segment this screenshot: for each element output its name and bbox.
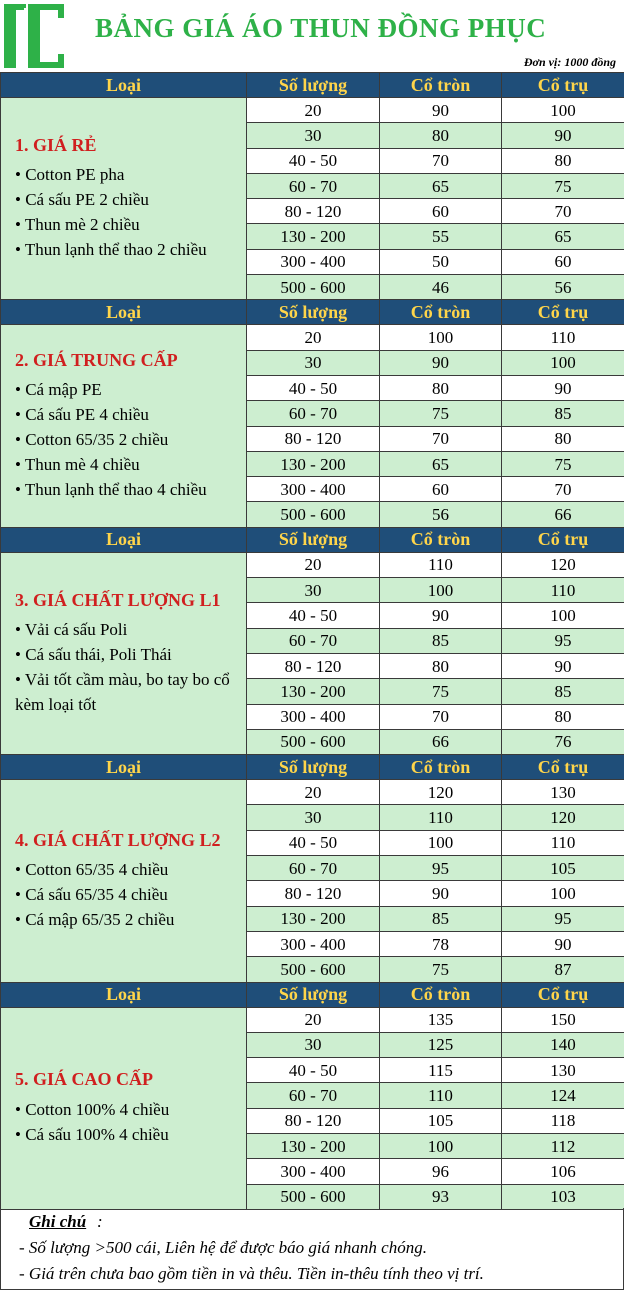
category-item: • Cá sấu thái, Poli Thái xyxy=(15,645,172,665)
collar-price-cell: 56 xyxy=(502,275,624,300)
group-header-row xyxy=(1,982,624,1007)
collar-price-cell: 150 xyxy=(502,1007,624,1032)
round-neck-price-cell: 90 xyxy=(380,98,502,123)
round-neck-price-cell: 96 xyxy=(380,1159,502,1184)
col-header-collar: Cổ trụ xyxy=(502,527,624,552)
quantity-cell: 300 - 400 xyxy=(247,1159,380,1184)
collar-price-cell: 100 xyxy=(502,98,624,123)
collar-price-cell: 100 xyxy=(502,881,624,906)
round-neck-price-cell: 90 xyxy=(380,881,502,906)
category-item: • Cotton 100% 4 chiều xyxy=(15,1099,170,1119)
round-neck-price-cell: 80 xyxy=(380,375,502,400)
round-neck-price-cell: 60 xyxy=(380,477,502,502)
quantity-cell: 300 - 400 xyxy=(247,704,380,729)
round-neck-price-cell: 80 xyxy=(380,653,502,678)
quantity-cell: 130 - 200 xyxy=(247,224,380,249)
round-neck-price-cell: 90 xyxy=(380,350,502,375)
collar-price-cell: 80 xyxy=(502,426,624,451)
quantity-cell: 130 - 200 xyxy=(247,679,380,704)
round-neck-price-cell: 100 xyxy=(380,830,502,855)
category-title: 5. GIÁ CAO CẤP xyxy=(15,1069,153,1090)
collar-price-cell: 85 xyxy=(502,401,624,426)
table-row xyxy=(1,325,624,350)
collar-price-cell: 76 xyxy=(502,729,624,754)
collar-price-cell: 124 xyxy=(502,1083,624,1108)
round-neck-price-cell: 75 xyxy=(380,679,502,704)
collar-price-cell: 100 xyxy=(502,350,624,375)
collar-price-cell: 100 xyxy=(502,603,624,628)
col-header-quantity: Số lượng xyxy=(247,527,380,552)
col-header-quantity: Số lượng xyxy=(247,755,380,780)
round-neck-price-cell: 85 xyxy=(380,906,502,931)
collar-price-cell: 80 xyxy=(502,148,624,173)
collar-price-cell: 120 xyxy=(502,805,624,830)
round-neck-price-cell: 115 xyxy=(380,1058,502,1083)
category-cell xyxy=(1,552,247,754)
quantity-cell: 80 - 120 xyxy=(247,881,380,906)
category-item: • Vải tốt cầm màu, bo tay bo cổ kèm loại tốt xyxy=(15,670,230,715)
collar-price-cell: 95 xyxy=(502,906,624,931)
category-title: 1. GIÁ RẺ xyxy=(15,134,97,155)
note-line-1: - Số lượng >500 cái, Liên hệ để được báo giá nhanh chóng. xyxy=(19,1238,427,1257)
round-neck-price-cell: 70 xyxy=(380,426,502,451)
table-row xyxy=(1,98,624,123)
notes-box xyxy=(0,1208,624,1290)
collar-price-cell: 130 xyxy=(502,1058,624,1083)
collar-price-cell: 66 xyxy=(502,502,624,527)
collar-price-cell: 75 xyxy=(502,451,624,476)
quantity-cell: 30 xyxy=(247,578,380,603)
quantity-cell: 80 - 120 xyxy=(247,1108,380,1133)
col-header-quantity: Số lượng xyxy=(247,982,380,1007)
quantity-cell: 40 - 50 xyxy=(247,1058,380,1083)
round-neck-price-cell: 125 xyxy=(380,1032,502,1057)
collar-price-cell: 80 xyxy=(502,704,624,729)
category-item: • Thun lạnh thể thao 4 chiều xyxy=(15,480,207,500)
round-neck-price-cell: 50 xyxy=(380,249,502,274)
round-neck-price-cell: 100 xyxy=(380,1133,502,1158)
quantity-cell: 20 xyxy=(247,552,380,577)
quantity-cell: 500 - 600 xyxy=(247,502,380,527)
collar-price-cell: 85 xyxy=(502,679,624,704)
quantity-cell: 60 - 70 xyxy=(247,628,380,653)
collar-price-cell: 95 xyxy=(502,628,624,653)
collar-price-cell: 70 xyxy=(502,477,624,502)
round-neck-price-cell: 120 xyxy=(380,780,502,805)
collar-price-cell: 75 xyxy=(502,173,624,198)
category-item: • Cá sấu PE 4 chiều xyxy=(15,405,149,425)
col-header-quantity: Số lượng xyxy=(247,73,380,98)
quantity-cell: 30 xyxy=(247,123,380,148)
round-neck-price-cell: 135 xyxy=(380,1007,502,1032)
col-header-type: Loại xyxy=(1,527,247,552)
quantity-cell: 60 - 70 xyxy=(247,856,380,881)
collar-price-cell: 105 xyxy=(502,856,624,881)
quantity-cell: 500 - 600 xyxy=(247,957,380,982)
quantity-cell: 300 - 400 xyxy=(247,249,380,274)
category-title: 4. GIÁ CHẤT LƯỢNG L2 xyxy=(15,829,221,850)
collar-price-cell: 90 xyxy=(502,123,624,148)
table-row xyxy=(1,780,624,805)
collar-price-cell: 103 xyxy=(502,1184,624,1209)
round-neck-price-cell: 85 xyxy=(380,628,502,653)
col-header-type: Loại xyxy=(1,300,247,325)
category-item: • Cotton 65/35 2 chiều xyxy=(15,430,169,450)
quantity-cell: 300 - 400 xyxy=(247,477,380,502)
round-neck-price-cell: 60 xyxy=(380,199,502,224)
col-header-type: Loại xyxy=(1,73,247,98)
collar-price-cell: 90 xyxy=(502,375,624,400)
round-neck-price-cell: 100 xyxy=(380,325,502,350)
round-neck-price-cell: 100 xyxy=(380,578,502,603)
round-neck-price-cell: 65 xyxy=(380,173,502,198)
collar-price-cell: 65 xyxy=(502,224,624,249)
category-cell xyxy=(1,325,247,527)
collar-price-cell: 130 xyxy=(502,780,624,805)
notes-title: Ghi chú xyxy=(29,1212,87,1231)
quantity-cell: 40 - 50 xyxy=(247,148,380,173)
note-line-2: - Giá trên chưa bao gồm tiền in và thêu. Tiền in-thêu tính theo vị trí. xyxy=(19,1264,484,1283)
quantity-cell: 130 - 200 xyxy=(247,451,380,476)
col-header-round-neck: Cổ tròn xyxy=(380,755,502,780)
quantity-cell: 20 xyxy=(247,780,380,805)
round-neck-price-cell: 110 xyxy=(380,552,502,577)
col-header-collar: Cổ trụ xyxy=(502,300,624,325)
collar-price-cell: 140 xyxy=(502,1032,624,1057)
col-header-round-neck: Cổ tròn xyxy=(380,982,502,1007)
round-neck-price-cell: 110 xyxy=(380,805,502,830)
quantity-cell: 20 xyxy=(247,1007,380,1032)
col-header-collar: Cổ trụ xyxy=(502,982,624,1007)
round-neck-price-cell: 70 xyxy=(380,704,502,729)
price-table xyxy=(0,72,624,1210)
round-neck-price-cell: 105 xyxy=(380,1108,502,1133)
collar-price-cell: 118 xyxy=(502,1108,624,1133)
category-item: • Cá mập PE xyxy=(15,380,102,400)
quantity-cell: 30 xyxy=(247,805,380,830)
group-header-row xyxy=(1,755,624,780)
col-header-round-neck: Cổ tròn xyxy=(380,300,502,325)
quantity-cell: 130 - 200 xyxy=(247,906,380,931)
category-item: • Cotton PE pha xyxy=(15,165,125,185)
quantity-cell: 20 xyxy=(247,325,380,350)
category-item: • Thun mè 4 chiều xyxy=(15,455,140,475)
quantity-cell: 40 - 50 xyxy=(247,830,380,855)
quantity-cell: 30 xyxy=(247,350,380,375)
table-row xyxy=(1,552,624,577)
quantity-cell: 60 - 70 xyxy=(247,401,380,426)
category-cell xyxy=(1,1007,247,1209)
tt-logo-icon xyxy=(2,2,68,70)
round-neck-price-cell: 70 xyxy=(380,148,502,173)
col-header-collar: Cổ trụ xyxy=(502,755,624,780)
collar-price-cell: 110 xyxy=(502,578,624,603)
quantity-cell: 500 - 600 xyxy=(247,1184,380,1209)
category-item: • Vải cá sấu Poli xyxy=(15,620,128,640)
quantity-cell: 30 xyxy=(247,1032,380,1057)
collar-price-cell: 60 xyxy=(502,249,624,274)
quantity-cell: 80 - 120 xyxy=(247,653,380,678)
quantity-cell: 60 - 70 xyxy=(247,173,380,198)
collar-price-cell: 106 xyxy=(502,1159,624,1184)
round-neck-price-cell: 56 xyxy=(380,502,502,527)
collar-price-cell: 112 xyxy=(502,1133,624,1158)
group-header-row xyxy=(1,527,624,552)
col-header-round-neck: Cổ tròn xyxy=(380,73,502,98)
round-neck-price-cell: 78 xyxy=(380,931,502,956)
quantity-cell: 60 - 70 xyxy=(247,1083,380,1108)
col-header-round-neck: Cổ tròn xyxy=(380,527,502,552)
round-neck-price-cell: 65 xyxy=(380,451,502,476)
quantity-cell: 500 - 600 xyxy=(247,729,380,754)
category-title: 2. GIÁ TRUNG CẤP xyxy=(15,349,178,370)
quantity-cell: 130 - 200 xyxy=(247,1133,380,1158)
collar-price-cell: 90 xyxy=(502,931,624,956)
quantity-cell: 80 - 120 xyxy=(247,199,380,224)
quantity-cell: 20 xyxy=(247,98,380,123)
col-header-collar: Cổ trụ xyxy=(502,73,624,98)
category-cell xyxy=(1,98,247,300)
category-item: • Cá sấu 100% 4 chiều xyxy=(15,1124,169,1144)
quantity-cell: 80 - 120 xyxy=(247,426,380,451)
group-header-row xyxy=(1,300,624,325)
round-neck-price-cell: 75 xyxy=(380,401,502,426)
page-title: BẢNG GIÁ ÁO THUN ĐỒNG PHỤC xyxy=(95,13,547,43)
round-neck-price-cell: 75 xyxy=(380,957,502,982)
round-neck-price-cell: 46 xyxy=(380,275,502,300)
sheet-header xyxy=(0,0,624,72)
group-header-row xyxy=(1,73,624,98)
collar-price-cell: 110 xyxy=(502,325,624,350)
collar-price-cell: 70 xyxy=(502,199,624,224)
collar-price-cell: 120 xyxy=(502,552,624,577)
collar-price-cell: 90 xyxy=(502,653,624,678)
category-item: • Cá mập 65/35 2 chiều xyxy=(15,910,175,930)
table-row xyxy=(1,1007,624,1032)
col-header-quantity: Số lượng xyxy=(247,300,380,325)
round-neck-price-cell: 110 xyxy=(380,1083,502,1108)
category-title: 3. GIÁ CHẤT LƯỢNG L1 xyxy=(15,589,221,610)
quantity-cell: 300 - 400 xyxy=(247,931,380,956)
collar-price-cell: 110 xyxy=(502,830,624,855)
col-header-type: Loại xyxy=(1,982,247,1007)
unit-note: Đơn vị: 1000 đồng xyxy=(523,55,616,69)
quantity-cell: 40 - 50 xyxy=(247,375,380,400)
col-header-type: Loại xyxy=(1,755,247,780)
category-item: • Thun lạnh thể thao 2 chiều xyxy=(15,240,207,260)
category-item: • Cá sấu 65/35 4 chiều xyxy=(15,885,168,905)
round-neck-price-cell: 66 xyxy=(380,729,502,754)
round-neck-price-cell: 90 xyxy=(380,603,502,628)
collar-price-cell: 87 xyxy=(502,957,624,982)
notes-title-colon: : xyxy=(97,1212,103,1231)
quantity-cell: 40 - 50 xyxy=(247,603,380,628)
round-neck-price-cell: 55 xyxy=(380,224,502,249)
round-neck-price-cell: 93 xyxy=(380,1184,502,1209)
quantity-cell: 500 - 600 xyxy=(247,275,380,300)
category-item: • Thun mè 2 chiều xyxy=(15,215,140,235)
round-neck-price-cell: 80 xyxy=(380,123,502,148)
round-neck-price-cell: 95 xyxy=(380,856,502,881)
category-item: • Cotton 65/35 4 chiều xyxy=(15,860,169,880)
category-item: • Cá sấu PE 2 chiều xyxy=(15,190,149,210)
category-cell xyxy=(1,780,247,982)
